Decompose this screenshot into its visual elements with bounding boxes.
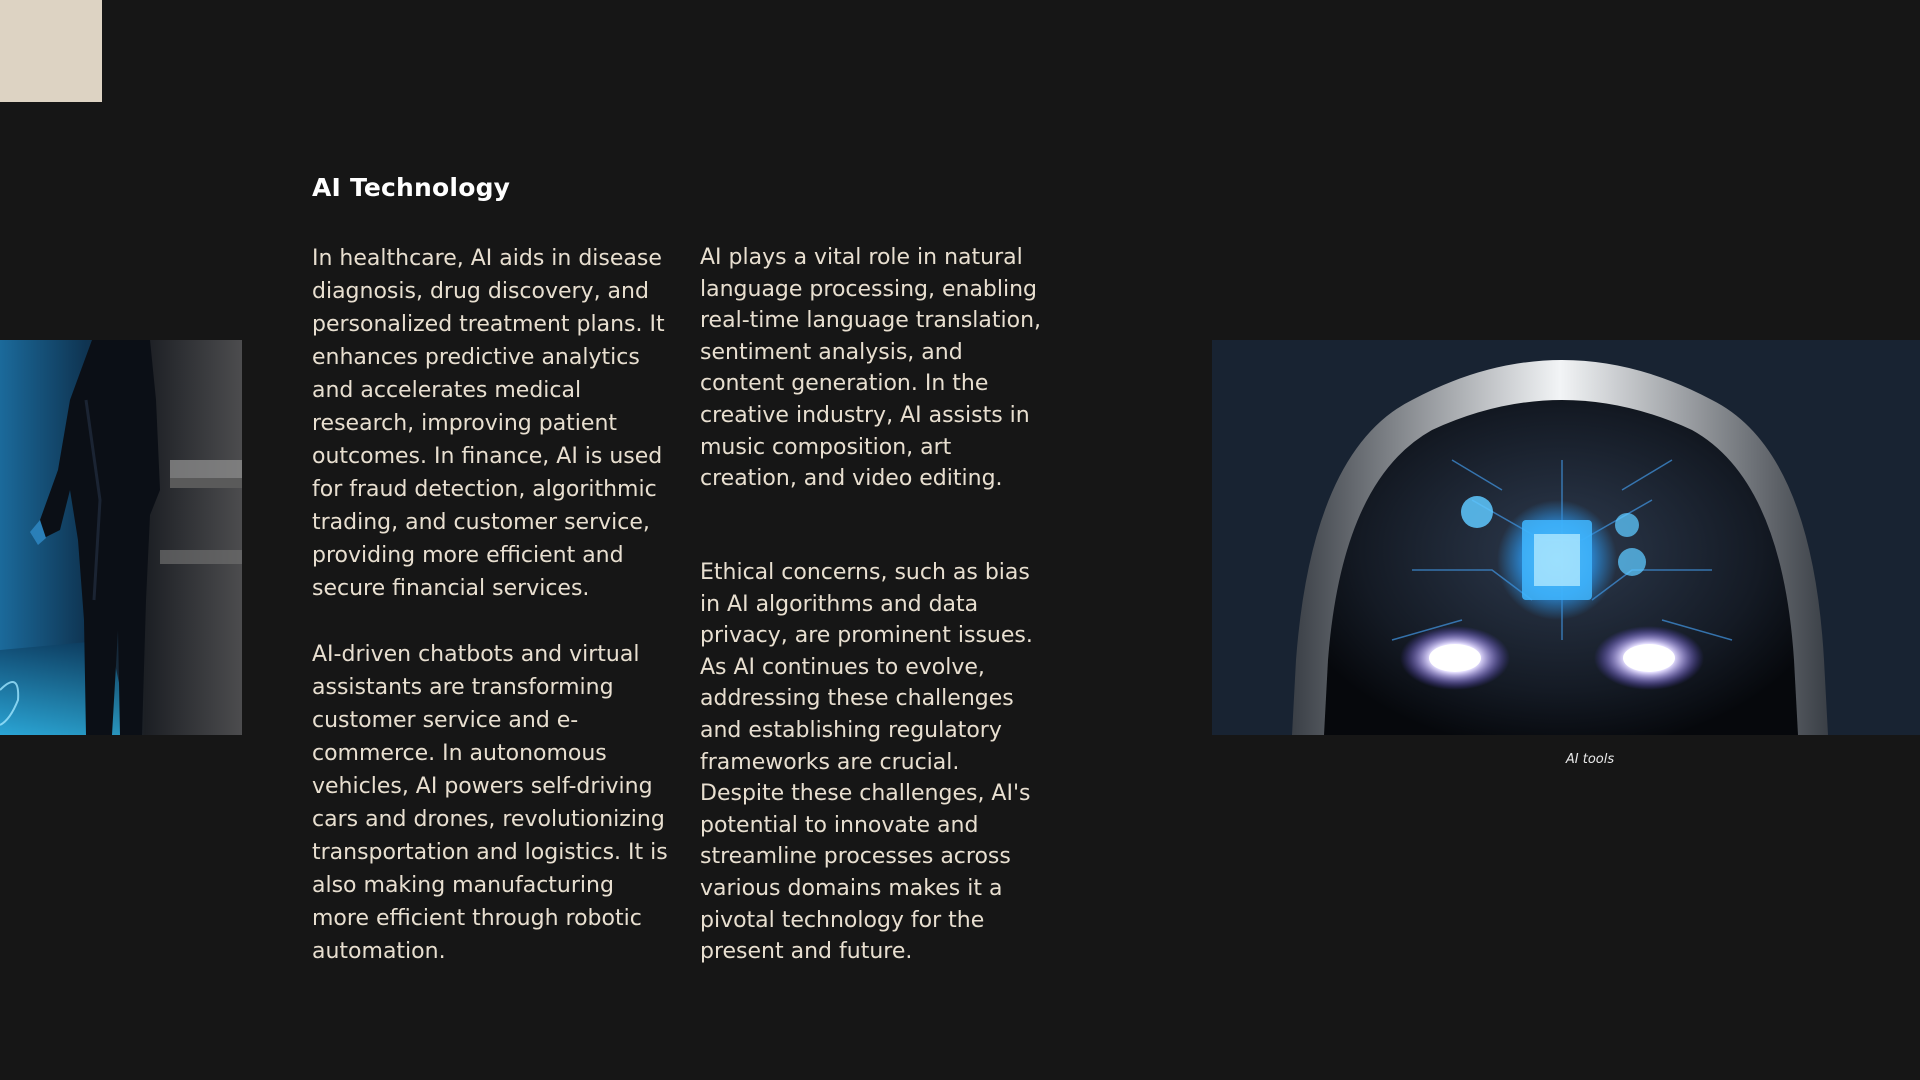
photo-caption: AI tools [1565, 752, 1615, 767]
robot-photo [1212, 340, 1920, 735]
page-title: AI Technology [312, 173, 511, 202]
person-photo [0, 340, 242, 735]
paragraph-chatbots-vehicles: AI-driven chatbots and virtual assistants are transforming customer service and e-commerce. In autonomous vehicles, AI powers self-driving cars and drones, revolutionizing transportation and logistics. It is also making manufacturing more efficient through robotic automation. [312, 642, 668, 964]
paragraph-ethics: Ethical concerns, such as bias in AI algorithms and data privacy, are prominent issues. As AI continues to evolve, addressing these challenges and establishing regulatory frameworks are crucial. Despite these challenges, AI's potential to innovate and streamline processes across various domains makes it a pivotal technology for the present and future. [700, 560, 1033, 965]
paragraph-nlp-creative: AI plays a vital role in natural language processing, enabling real-time language translation, sentiment analysis, and content generation. In the creative industry, AI assists in music composition, art creation, and video editing. [700, 245, 1042, 492]
person-standing-icon [0, 340, 242, 735]
paragraph-healthcare-finance: In healthcare, AI aids in disease diagnosis, drug discovery, and personalized treatment plans. It enhances predictive analytics and accelerates medical research, improving patient outcomes. In finance, AI is used for fraud detection, algorithmic trading, and customer service, providing more efficient and secure financial services. [312, 246, 665, 601]
robot-head-icon [1212, 340, 1920, 735]
corner-accent-block [0, 0, 102, 102]
